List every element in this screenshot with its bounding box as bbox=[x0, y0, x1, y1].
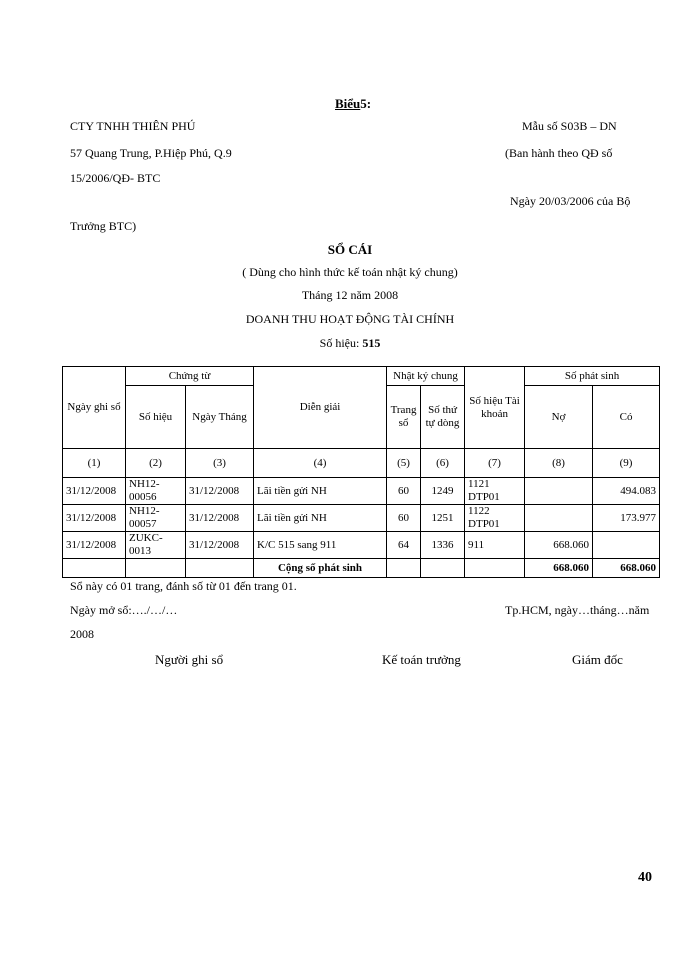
account-number-line bbox=[0, 336, 700, 351]
column-number: (2) bbox=[126, 449, 186, 478]
header-contra-account: Số hiệu Tài khoản bbox=[465, 367, 525, 449]
cell-record-date: 31/12/2008 bbox=[63, 478, 126, 505]
total-label: Cộng số phát sinh bbox=[254, 559, 387, 578]
column-number: (5) bbox=[387, 449, 421, 478]
column-number: (4) bbox=[254, 449, 387, 478]
open-date-label: Ngày mở sổ:…./…/… bbox=[70, 603, 178, 617]
header-debit: Nợ bbox=[525, 386, 593, 449]
cell-contra-account: 1121 DTP01 bbox=[465, 478, 525, 505]
header-voucher: Chứng từ bbox=[126, 367, 254, 386]
issued-by-line2: 15/2006/QĐ- BTC bbox=[70, 171, 161, 185]
column-number: (7) bbox=[465, 449, 525, 478]
cell-description: Lãi tiền gửi NH bbox=[254, 478, 387, 505]
cell-credit: 173.977 bbox=[593, 505, 660, 532]
ledger-note: Sổ này có 01 trang, đánh số từ 01 đến trang 01. bbox=[70, 579, 297, 593]
cell-debit: 668.060 bbox=[525, 532, 593, 559]
form-title-prefix: Biểu bbox=[335, 96, 361, 111]
account-number: 515 bbox=[362, 336, 381, 350]
cell-description: K/C 515 sang 911 bbox=[254, 532, 387, 559]
table-row bbox=[63, 532, 660, 559]
form-title bbox=[335, 96, 371, 112]
total-empty-cell bbox=[126, 559, 186, 578]
table-row bbox=[63, 478, 660, 505]
total-empty-cell bbox=[387, 559, 421, 578]
cell-journal-page: 60 bbox=[387, 478, 421, 505]
company-address: 57 Quang Trung, P.Hiệp Phú, Q.9 bbox=[70, 146, 232, 160]
cell-voucher-number: NH12-00057 bbox=[126, 505, 186, 532]
cell-debit bbox=[525, 478, 593, 505]
column-number: (1) bbox=[63, 449, 126, 478]
header-amount: Số phát sinh bbox=[525, 367, 660, 386]
company-name: CTY TNHH THIÊN PHÚ bbox=[70, 119, 196, 133]
header-row-1 bbox=[63, 367, 660, 386]
cell-journal-line: 1336 bbox=[421, 532, 465, 559]
cell-contra-account: 911 bbox=[465, 532, 525, 559]
total-row bbox=[63, 559, 660, 578]
header-journal-page: Trang sổ bbox=[387, 386, 421, 449]
cell-record-date: 31/12/2008 bbox=[63, 532, 126, 559]
total-empty-cell bbox=[421, 559, 465, 578]
total-credit: 668.060 bbox=[593, 559, 660, 578]
header-journal-line: Số thứ tự dòng bbox=[421, 386, 465, 449]
cell-credit: 494.083 bbox=[593, 478, 660, 505]
cell-voucher-number: NH12-00056 bbox=[126, 478, 186, 505]
total-debit: 668.060 bbox=[525, 559, 593, 578]
cell-credit bbox=[593, 532, 660, 559]
header-journal: Nhật ký chung bbox=[387, 367, 465, 386]
cell-journal-line: 1251 bbox=[421, 505, 465, 532]
place-date: Tp.HCM, ngày…tháng…năm bbox=[505, 603, 650, 617]
issued-by-line4: Trưởng BTC) bbox=[70, 219, 137, 233]
header-record-date: Ngày ghi sổ bbox=[63, 367, 126, 449]
issued-by-line1: (Ban hành theo QĐ số bbox=[505, 146, 613, 160]
header-voucher-date: Ngày Tháng bbox=[186, 386, 254, 449]
cell-voucher-date: 31/12/2008 bbox=[186, 478, 254, 505]
cell-contra-account: 1122 DTP01 bbox=[465, 505, 525, 532]
cell-voucher-number: ZUKC-0013 bbox=[126, 532, 186, 559]
ledger-subtitle: ( Dùng cho hình thức kế toán nhật ký chung) bbox=[242, 265, 458, 279]
form-code: Mẫu số S03B – DN bbox=[522, 119, 617, 133]
cell-journal-line: 1249 bbox=[421, 478, 465, 505]
ledger-table bbox=[62, 366, 660, 578]
total-empty-cell bbox=[465, 559, 525, 578]
header-voucher-number: Số hiệu bbox=[126, 386, 186, 449]
column-number: (9) bbox=[593, 449, 660, 478]
open-date-year: 2008 bbox=[70, 627, 94, 641]
table-row bbox=[63, 505, 660, 532]
column-number-row bbox=[63, 449, 660, 478]
cell-journal-page: 60 bbox=[387, 505, 421, 532]
column-number: (6) bbox=[421, 449, 465, 478]
header-description: Diễn giải bbox=[254, 367, 387, 449]
cell-record-date: 31/12/2008 bbox=[63, 505, 126, 532]
header-credit: Có bbox=[593, 386, 660, 449]
page-number: 40 bbox=[638, 870, 652, 885]
signer-director: Giám đốc bbox=[572, 652, 623, 667]
account-number-label: Số hiệu: bbox=[319, 336, 363, 350]
signer-accountant: Kế toán trưởng bbox=[382, 652, 461, 667]
cell-journal-page: 64 bbox=[387, 532, 421, 559]
ledger-title: SỔ CÁI bbox=[327, 242, 373, 257]
account-name: DOANH THU HOẠT ĐỘNG TÀI CHÍNH bbox=[245, 312, 455, 326]
column-number: (3) bbox=[186, 449, 254, 478]
cell-description: Lãi tiền gửi NH bbox=[254, 505, 387, 532]
total-empty-cell bbox=[186, 559, 254, 578]
column-number: (8) bbox=[525, 449, 593, 478]
issued-by-line3: Ngày 20/03/2006 của Bộ bbox=[510, 194, 631, 208]
signer-recorder: Người ghi sổ bbox=[155, 652, 224, 667]
ledger-period: Tháng 12 năm 2008 bbox=[301, 288, 399, 302]
cell-voucher-date: 31/12/2008 bbox=[186, 505, 254, 532]
cell-debit bbox=[525, 505, 593, 532]
total-empty-cell bbox=[63, 559, 126, 578]
cell-voucher-date: 31/12/2008 bbox=[186, 532, 254, 559]
form-title-number: 5: bbox=[360, 96, 372, 111]
